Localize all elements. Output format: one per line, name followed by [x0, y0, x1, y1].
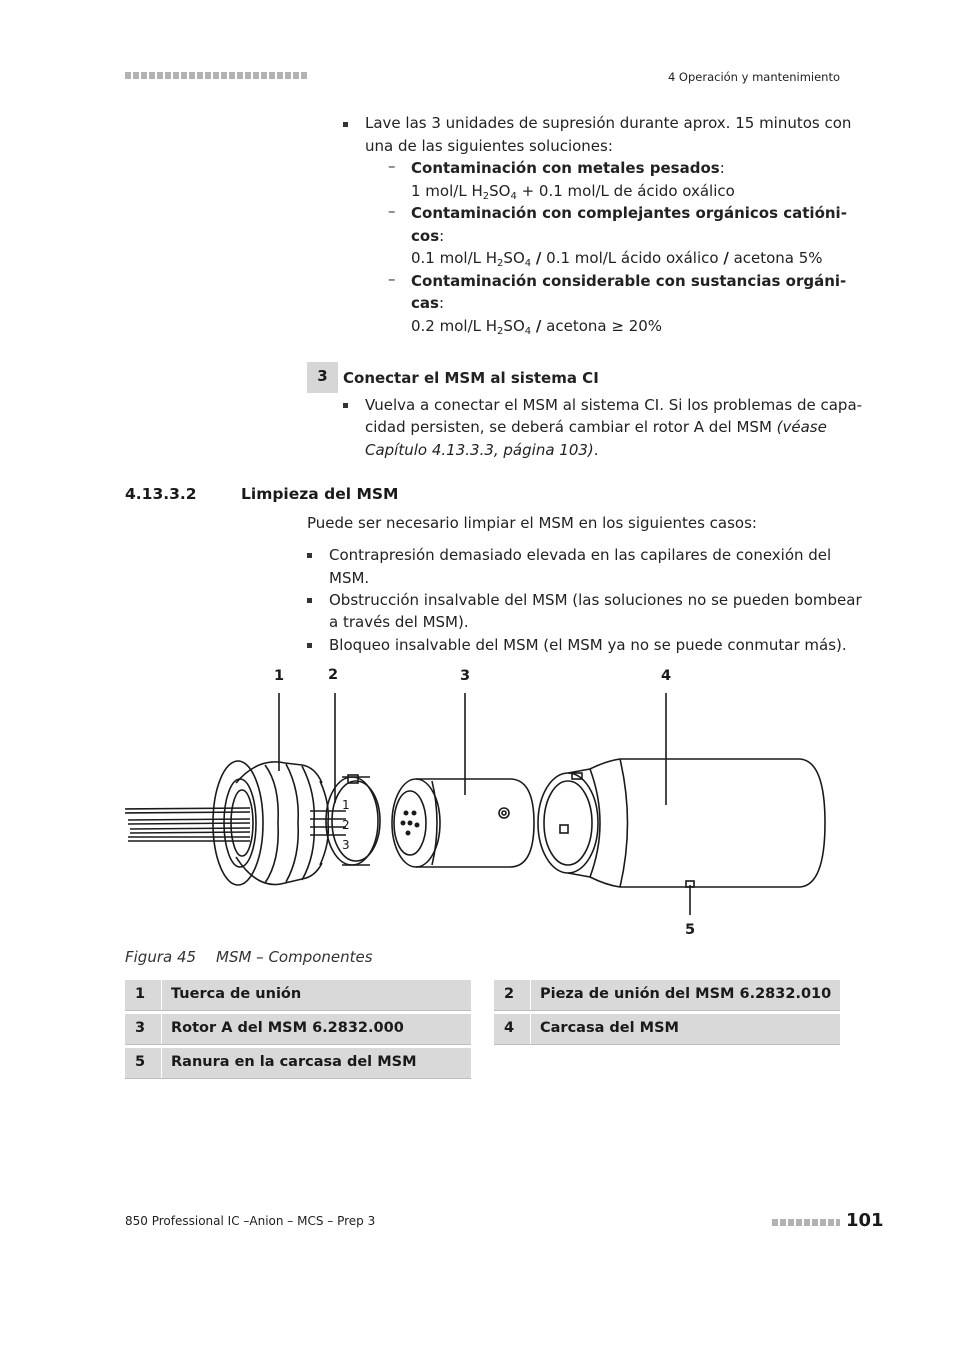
union-nut	[213, 761, 328, 885]
solution-3-formula: 0.2 mol/L $H_2SO_4$ / acetona ≥ 20%	[411, 317, 663, 337]
legend-divider	[161, 1048, 162, 1078]
legend-label: Ranura en la carcasa del MSM	[171, 1054, 417, 1070]
dash-marker: –	[388, 157, 396, 175]
legend-label: Rotor A del MSM 6.2832.000	[171, 1020, 404, 1036]
header-decoration	[125, 72, 307, 79]
case-1-line-2: MSM.	[329, 569, 370, 587]
bullet-marker	[343, 403, 348, 408]
solution-1-title: Contaminación con metales pesados:	[411, 159, 725, 177]
solution-2-title-line-2: cos:	[411, 227, 445, 245]
legend-number: 4	[504, 1020, 515, 1036]
callout-2: 2	[328, 667, 339, 683]
cross-reference[interactable]: (véase	[776, 418, 827, 436]
port-mark-1: 1	[342, 798, 350, 812]
figure-title: MSM – Componentes	[216, 948, 373, 966]
solution-2-title-line-1: Contaminación con complejantes orgánicos catióni-	[411, 204, 847, 222]
legend-divider	[161, 980, 162, 1010]
legend-row	[125, 980, 471, 1011]
port-mark-3: 3	[342, 838, 350, 852]
solution-2-formula: 0.1 mol/L $H_2SO_4 / 0.1$ mol/L ácido oxálico / acetona 5%	[411, 249, 823, 269]
footer-product: 850 Professional IC –Anion – MCS – Prep 3	[125, 1214, 376, 1228]
running-header: 4 Operación y mantenimiento	[667, 70, 840, 84]
step-line-3: Capítulo 4.13.3.3, página 103).	[365, 441, 599, 459]
legend-label: Pieza de unión del MSM 6.2832.010	[540, 986, 832, 1002]
case-3-line-1: Bloqueo insalvable del MSM (el MSM ya no se puede conmutar más).	[329, 636, 847, 654]
bullet-marker	[307, 553, 312, 558]
intro-line-2: una de las siguientes soluciones:	[365, 137, 613, 155]
callout-3: 3	[460, 668, 471, 684]
dash-marker: –	[388, 270, 396, 288]
section-title: Limpieza del MSM	[241, 485, 399, 503]
msm-housing	[538, 759, 825, 887]
section-intro: Puede ser necesario limpiar el MSM en los siguientes casos:	[307, 514, 757, 532]
legend-row	[125, 1014, 471, 1045]
rotor-holes	[401, 811, 420, 836]
cross-reference[interactable]: Capítulo 4.13.3.3, página 103)	[365, 441, 594, 459]
bullet-marker	[307, 598, 312, 603]
step-line-1: Vuelva a conectar el MSM al sistema CI. Si los problemas de capa-	[365, 396, 863, 414]
legend-row	[494, 980, 840, 1011]
page-number: 101	[846, 1210, 884, 1231]
section-number: 4.13.3.2	[125, 485, 197, 503]
bullet-marker	[343, 122, 348, 127]
capillary-tubes	[125, 808, 346, 841]
case-2-line-1: Obstrucción insalvable del MSM (las soluciones no se pueden bombear	[329, 591, 862, 609]
solution-3-title-line-1: Contaminación considerable con sustancias orgáni-	[411, 272, 847, 290]
step-line-2: cidad persisten, se deberá cambiar el rotor A del MSM (véase	[365, 418, 827, 436]
step-number: 3	[307, 362, 338, 393]
legend-number: 1	[135, 986, 146, 1002]
legend-divider	[161, 1014, 162, 1044]
dash-marker: –	[388, 202, 396, 220]
legend-label: Tuerca de unión	[171, 986, 302, 1002]
solution-3-title-line-2: cas:	[411, 294, 445, 312]
figure-label: Figura 45	[125, 948, 197, 966]
legend-number: 2	[504, 986, 515, 1002]
step-title: Conectar el MSM al sistema CI	[343, 369, 599, 387]
connection-piece	[326, 775, 380, 865]
solution-1-formula: 1 mol/L $H_2SO_4 + 0.1$ mol/L de ácido oxálico	[411, 182, 735, 202]
legend-number: 3	[135, 1020, 146, 1036]
bullet-marker	[307, 643, 312, 648]
callout-4: 4	[661, 668, 672, 684]
callout-5: 5	[685, 922, 696, 938]
legend-number: 5	[135, 1054, 146, 1070]
legend-row	[125, 1048, 471, 1079]
legend-divider	[530, 980, 531, 1010]
msm-components-illustration	[120, 685, 840, 925]
case-1-line-1: Contrapresión demasiado elevada en las capilares de conexión del	[329, 546, 832, 564]
case-2-line-2: a través del MSM).	[329, 613, 469, 631]
legend-label: Carcasa del MSM	[540, 1020, 679, 1036]
port-mark-2: 2	[342, 818, 350, 832]
footer-decoration	[772, 1219, 840, 1226]
intro-line-1: Lave las 3 unidades de supresión durante aprox. 15 minutos con	[365, 114, 852, 132]
callout-1: 1	[274, 668, 285, 684]
rotor-a	[392, 779, 534, 867]
legend-divider	[530, 1014, 531, 1044]
legend-row	[494, 1014, 840, 1045]
